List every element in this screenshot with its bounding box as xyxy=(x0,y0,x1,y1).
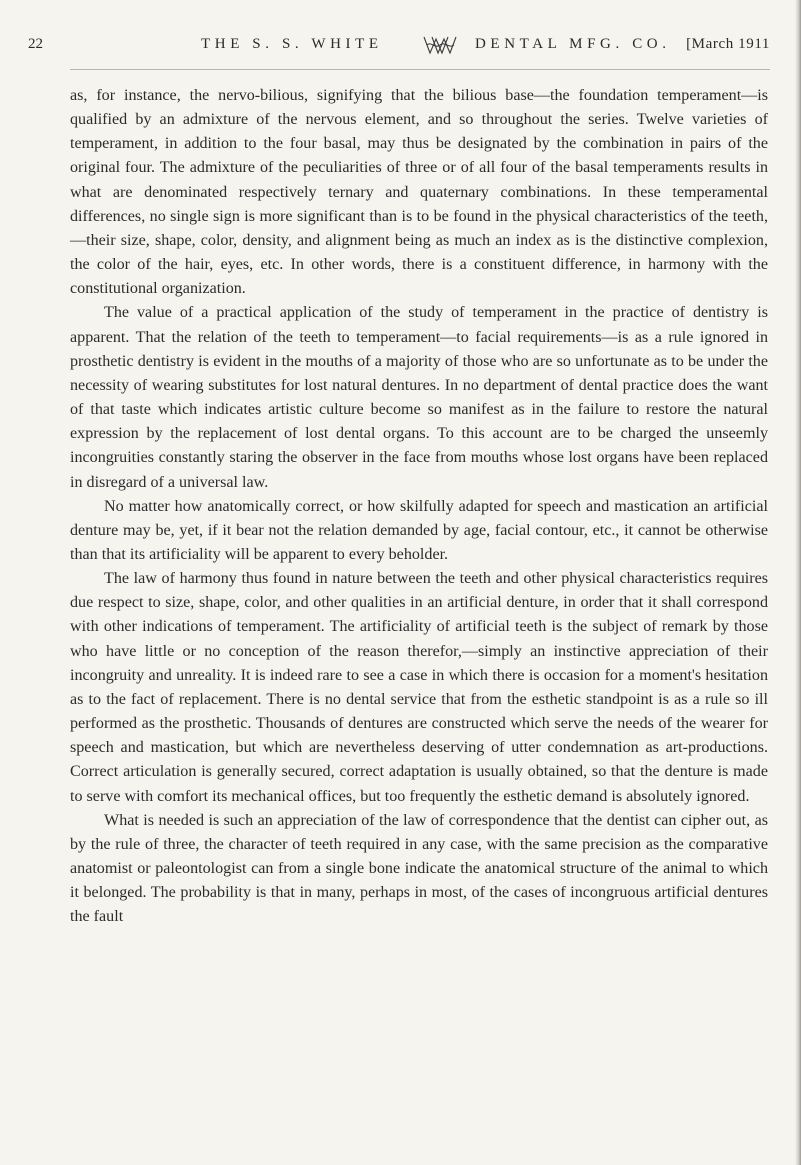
paragraph: as, for instance, the nervo-bilious, signifying that the bilious base—the foundation temperament—is qualified by an admixture of the nervous element, and so throughout the series. Twelve varieties of temperament, in addition to the four basal, may thus be designated by the combination in pairs of the original four. The admixture of the peculiarities of three or of all four of the basal temperaments results in what are denominated respectively ternary and quaternary combinations. In these temperamental differences, no single sign is more significant than is to be found in the physical characteristics of the teeth,—their size, shape, color, density, and alignment being as much an index as is the distinctive complexion, the color of the hair, eyes, etc. In other words, there is a constituent difference, in harmony with the constitutional organization. xyxy=(70,87,768,298)
paragraph: The value of a practical application of the study of temperament in the practice of dentistry is apparent. That the relation of the teeth to temperament—to facial requirements—is as a rule ignored in prosthetic dentistry is evident in the mouths of a majority of those who are so unfortunate as to be under the necessity of wearing substitutes for lost natural dentures. In no department of dental practice does the want of that taste which indicates artistic culture become so manifest as in the failure to restore the natural expression by the replacement of lost dental organs. To this account are to be charged the unseemly incongruities constantly staring the observer in the face from mouths whose lost organs have been replaced in disregard of a universal law. xyxy=(70,304,768,491)
running-header xyxy=(28,36,770,58)
ss-white-monogram-logo-icon xyxy=(421,34,459,56)
article-body xyxy=(70,84,768,929)
running-title-right: DENTAL MFG. CO. xyxy=(475,36,671,52)
page-edge-shadow xyxy=(795,0,801,1165)
paragraph: No matter how anatomically correct, or how skilfully adapted for speech and mastication an artificial denture may be, yet, if it bear not the relation demanded by age, facial contour, etc., it cannot be otherwise than that its artificiality will be apparent to every beholder. xyxy=(70,497,768,563)
page-number: 22 xyxy=(28,36,43,52)
header-rule xyxy=(70,69,770,70)
paragraph: What is needed is such an appreciation of the law of correspondence that the dentist can cipher out, as by the rule of three, the character of teeth required in any case, with the same precision as the comparative anatomist or paleontologist can from a single bone indicate the anatomical structure of the animal to which it belonged. The probability is that in many, perhaps in most, of the cases of incongruous artificial dentures the fault xyxy=(70,811,768,926)
paragraph: The law of harmony thus found in nature between the teeth and other physical characteristics requires due respect to size, shape, color, and other qualities in an artificial denture, in order that it shall correspond with other indications of temperament. The artificiality of artificial teeth is the subject of remark by those who have little or no conception of the reason therefor,—simply an instinctive appreciation of their incongruity and unreality. It is indeed rare to see a case in which there is occasion for a moment's hesitation as to the fact of replacement. There is no dental service that from the esthetic standpoint is as a rule so ill performed as the prosthetic. Thousands of dentures are constructed which serve the needs of the wearer for speech and mastication, but which are nevertheless deserving of utter condemnation as art-productions. Correct articulation is generally secured, correct adaptation is usually obtained, so that the denture is made to serve with comfort its mechanical offices, but too frequently the esthetic demand is absolutely ignored. xyxy=(70,570,768,805)
running-title-left: THE S. S. WHITE xyxy=(201,36,383,52)
issue-date: [March 1911 xyxy=(686,36,770,52)
